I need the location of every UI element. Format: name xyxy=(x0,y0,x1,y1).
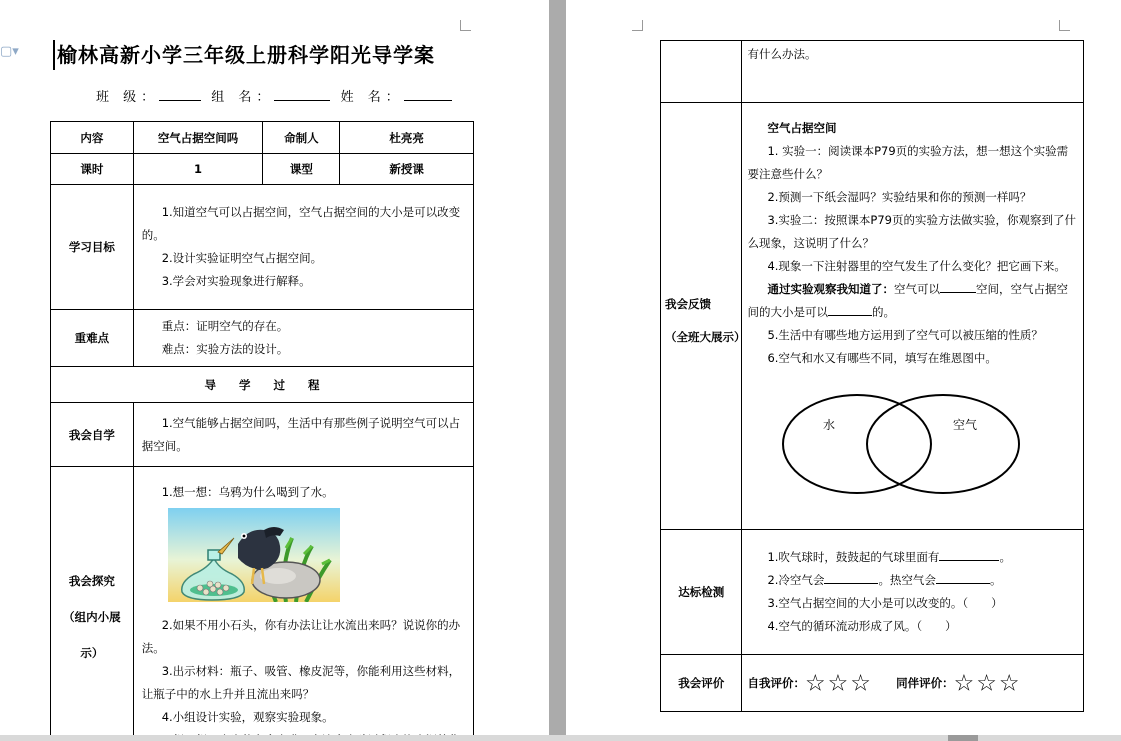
peer-eval-label: 同伴评价： xyxy=(896,675,954,690)
venn-circle-air[interactable] xyxy=(867,395,1019,493)
explore-item: 2.如果不用小石头，你有办法让让水流出来吗？说说你的办法。 xyxy=(141,618,461,655)
continuation-cell xyxy=(742,41,1084,103)
check-question: 4.空气的循环流动形成了风。（ ） xyxy=(767,619,957,633)
conclusion-part: 的。 xyxy=(871,305,895,319)
lesson-table-left xyxy=(50,121,474,741)
right-page xyxy=(566,0,1121,741)
venn-diagram xyxy=(781,392,1031,496)
class-label: 班 级： xyxy=(96,90,160,105)
table-row xyxy=(51,122,474,154)
author-value: 杜亮亮 xyxy=(340,122,474,154)
key-points-cell xyxy=(133,310,473,367)
page-nav-icon[interactable]: ▢▾ xyxy=(0,44,19,59)
conclusion-bold: 通过实验观察我知道了： xyxy=(767,282,894,296)
self-study-cell xyxy=(133,403,473,467)
crop-mark xyxy=(1059,20,1070,31)
self-study-text: 1.空气能够占据空间吗，生活中有那些例子说明空气可以占据空间。 xyxy=(141,415,461,453)
self-study-label: 我会自学 xyxy=(51,403,134,467)
table-row xyxy=(51,185,474,310)
key-points-label: 重难点 xyxy=(51,310,134,367)
explore-label-cell xyxy=(51,467,134,741)
venn-circle-water[interactable] xyxy=(783,395,931,493)
evaluation-label: 我会评价 xyxy=(661,655,742,712)
period-label: 课时 xyxy=(51,154,134,185)
peer-eval-stars[interactable]: ☆☆☆ xyxy=(953,670,1022,697)
explore-sublabel: （组内小展示） xyxy=(63,609,121,660)
feedback-sublabel: （全班大展示） xyxy=(665,330,746,344)
table-row xyxy=(51,154,474,185)
page-gap xyxy=(549,0,566,741)
table-row xyxy=(661,655,1084,712)
check-question xyxy=(747,569,1077,592)
period-value: 1 xyxy=(133,154,263,185)
conclusion-part: 空间，空气占据空间的大小是可以 xyxy=(747,282,1068,319)
check-question: 3.空气占据空间的大小是可以改变的。（ ） xyxy=(767,596,1003,610)
feedback-item: 1. 实验一：阅读课本P79页的实验方法，想一想这个实验需要注意些什么？ xyxy=(747,144,1069,181)
table-row xyxy=(661,103,1084,530)
feedback-item: 3.实验二：按照课本P79页的实验方法做实验，你观察到了什么现象，这说明了什么？ xyxy=(747,213,1076,250)
explore-cell xyxy=(133,467,473,741)
table-row xyxy=(661,41,1084,103)
feedback-item: 5.生活中有哪些地方运用到了空气可以被压缩的性质？ xyxy=(767,328,1043,342)
check-q1-end: 。 xyxy=(999,550,1011,564)
venn-label-air: 空气 xyxy=(953,418,978,432)
type-label: 课型 xyxy=(263,154,340,185)
objectives-cell xyxy=(133,185,473,310)
check-question xyxy=(747,546,1077,569)
conclusion xyxy=(747,278,1077,324)
feedback-heading: 空气占据空间 xyxy=(767,121,837,135)
table-row xyxy=(51,467,474,741)
answer-blank[interactable] xyxy=(824,571,878,584)
continuation-text: 有什么办法。 xyxy=(747,47,817,61)
objectives-label: 学习目标 xyxy=(51,185,134,310)
feedback-item: 2.预测一下纸会湿吗？实验结果和你的预测一样吗？ xyxy=(767,190,1032,204)
self-eval-label: 自我评价： xyxy=(747,675,805,690)
explore-item: 3.出示材料：瓶子、吸管、橡皮泥等，你能利用这些材料，让瓶子中的水上升并且流出来吗？ xyxy=(141,664,461,701)
crop-mark xyxy=(632,20,643,31)
feedback-label-cell xyxy=(661,103,746,530)
check-q2-mid: 。热空气会 xyxy=(878,573,936,587)
name-label: 姓 名： xyxy=(340,90,404,105)
venn-label-water: 水 xyxy=(823,418,836,432)
table-row xyxy=(661,530,1084,655)
key-point: 重点：证明空气的存在。 xyxy=(161,319,289,333)
answer-blank[interactable] xyxy=(939,548,999,561)
table-row xyxy=(51,367,474,403)
continuation-label-cell xyxy=(661,41,742,103)
type-value: 新授课 xyxy=(340,154,474,185)
crop-mark xyxy=(460,20,471,31)
conclusion-part: 空气可以 xyxy=(893,282,940,296)
group-label: 组 名： xyxy=(211,90,275,105)
left-page xyxy=(0,0,549,741)
feedback-item: 4.现象一下注射器里的空气发生了什么变化？把它画下来。 xyxy=(767,259,1066,273)
lesson-table-right xyxy=(660,40,1084,712)
content-label: 内容 xyxy=(51,122,134,154)
class-blank[interactable] xyxy=(159,86,201,101)
check-q1: 1.吹气球时，鼓鼓起的气球里面有 xyxy=(767,550,940,564)
feedback-cell xyxy=(742,103,1084,530)
objective-item: 2.设计实验证明空气占据空间。 xyxy=(161,251,323,265)
feedback-label: 我会反馈 xyxy=(665,297,711,311)
objective-item: 3.学会对实验现象进行解释。 xyxy=(161,274,311,288)
crow-drinking-water-picture xyxy=(168,508,340,602)
answer-blank[interactable] xyxy=(828,303,872,316)
explore-item: 1.想一想：乌鸦为什么喝到了水。 xyxy=(161,485,334,499)
name-blank[interactable] xyxy=(404,86,452,101)
check-q2-end: 。 xyxy=(989,573,1002,587)
process-heading: 导 学 过 程 xyxy=(51,367,474,403)
check-cell xyxy=(742,530,1084,655)
document-title[interactable]: 榆林高新小学三年级上册科学阳光导学案 xyxy=(53,40,435,70)
student-info-line xyxy=(96,86,458,105)
scrollbar-thumb[interactable] xyxy=(948,735,978,741)
content-value: 空气占据空间吗 xyxy=(133,122,263,154)
explore-label: 我会探究 xyxy=(68,573,115,588)
objective-item: 1.知道空气可以占据空间，空气占据空间的大小是可以改变的。 xyxy=(141,205,461,242)
answer-blank[interactable] xyxy=(940,280,976,293)
answer-blank[interactable] xyxy=(936,571,990,584)
feedback-item: 6.空气和水又有哪些不同，填写在维恩图中。 xyxy=(767,351,997,365)
evaluation-cell xyxy=(742,655,1084,712)
table-row xyxy=(51,310,474,367)
check-q2: 2.冷空气会 xyxy=(767,573,825,587)
table-row xyxy=(51,403,474,467)
explore-item: 4.小组设计实验，观察实验现象。 xyxy=(161,710,334,724)
author-label: 命制人 xyxy=(263,122,340,154)
self-eval-stars[interactable]: ☆☆☆ xyxy=(804,670,873,697)
group-blank[interactable] xyxy=(274,86,330,101)
check-label: 达标检测 xyxy=(661,530,742,655)
difficult-point: 难点：实验方法的设计。 xyxy=(161,342,289,356)
